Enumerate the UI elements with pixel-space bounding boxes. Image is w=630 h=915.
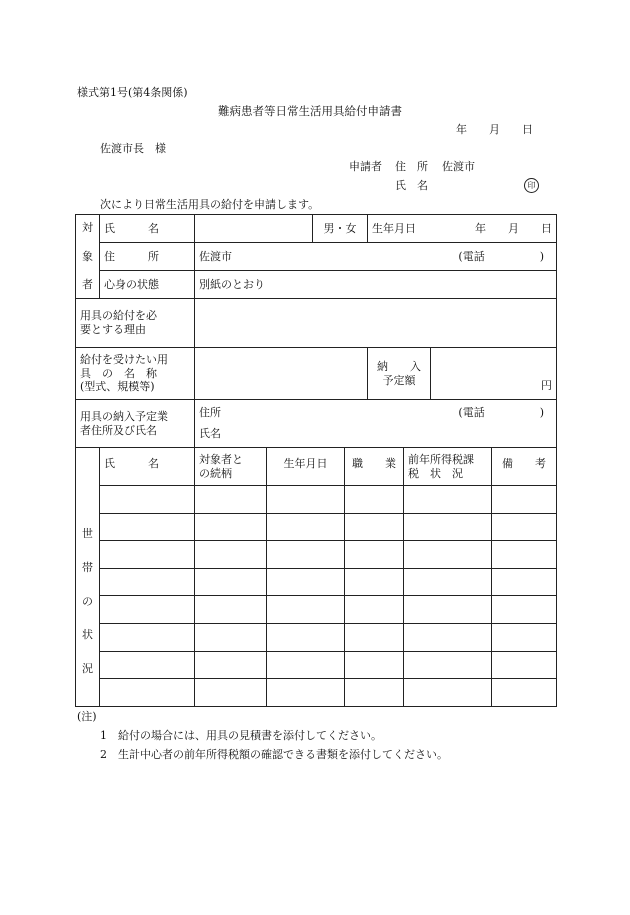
household-cell[interactable] bbox=[345, 623, 404, 651]
household-cell[interactable] bbox=[267, 596, 345, 624]
household-cell[interactable] bbox=[267, 541, 345, 569]
household-row bbox=[76, 679, 557, 707]
note-item-1: 1 給付の場合には、用具の見積書を添付してください。 bbox=[100, 729, 382, 742]
subject-name-label: 氏 名 bbox=[100, 215, 195, 243]
item-name-field[interactable] bbox=[195, 348, 368, 400]
reason-label: 用具の給付を必 要とする理由 bbox=[76, 299, 195, 348]
household-cell[interactable] bbox=[492, 568, 557, 596]
notes-heading: (注) bbox=[77, 710, 97, 723]
household-row bbox=[76, 568, 557, 596]
household-cell[interactable] bbox=[100, 541, 195, 569]
household-cell[interactable] bbox=[404, 651, 492, 679]
household-cell[interactable] bbox=[404, 541, 492, 569]
household-side-label: 世 帯 の 状 況 bbox=[76, 448, 100, 707]
household-relation-header: 対象者と の続柄 bbox=[195, 448, 267, 486]
household-row bbox=[76, 623, 557, 651]
household-birth-header: 生年月日 bbox=[267, 448, 345, 486]
household-cell[interactable] bbox=[492, 679, 557, 707]
household-cell[interactable] bbox=[404, 486, 492, 514]
household-cell[interactable] bbox=[195, 679, 267, 707]
note-item-2: 2 生計中心者の前年所得税額の確認できる書類を添付してください。 bbox=[100, 748, 448, 761]
household-cell[interactable] bbox=[195, 486, 267, 514]
seal-mark: 印 bbox=[524, 178, 539, 193]
household-cell[interactable] bbox=[492, 623, 557, 651]
household-cell[interactable] bbox=[267, 651, 345, 679]
date-line: 年 月 日 bbox=[456, 123, 533, 136]
household-cell[interactable] bbox=[345, 541, 404, 569]
household-cell[interactable] bbox=[404, 596, 492, 624]
household-cell[interactable] bbox=[492, 541, 557, 569]
reason-field[interactable] bbox=[195, 299, 557, 348]
household-cell[interactable] bbox=[404, 679, 492, 707]
item-name-label: 給付を受けたい用 具 の 名 称 (型式、規模等) bbox=[76, 348, 195, 400]
household-row bbox=[76, 541, 557, 569]
household-row bbox=[76, 651, 557, 679]
household-remarks-header: 備 考 bbox=[492, 448, 557, 486]
household-cell[interactable] bbox=[492, 486, 557, 514]
household-cell[interactable] bbox=[492, 513, 557, 541]
household-row bbox=[76, 513, 557, 541]
vendor-field[interactable]: 住所 (電話 ) 氏名 bbox=[195, 400, 557, 448]
household-name-header: 氏 名 bbox=[100, 448, 195, 486]
household-cell[interactable] bbox=[195, 568, 267, 596]
intro-text: 次により日常生活用具の給付を申請します。 bbox=[100, 198, 320, 211]
household-cell[interactable] bbox=[492, 596, 557, 624]
household-row bbox=[76, 596, 557, 624]
household-cell[interactable] bbox=[345, 596, 404, 624]
applicant-name-label: 氏 名 bbox=[395, 179, 428, 192]
household-cell[interactable] bbox=[195, 541, 267, 569]
household-cell[interactable] bbox=[195, 623, 267, 651]
household-occupation-header: 職 業 bbox=[345, 448, 404, 486]
household-cell[interactable] bbox=[267, 513, 345, 541]
household-cell[interactable] bbox=[404, 623, 492, 651]
household-cell[interactable] bbox=[345, 679, 404, 707]
delivery-amount-field[interactable]: 円 bbox=[431, 348, 557, 400]
subject-address-field[interactable]: 佐渡市 (電話 ) bbox=[195, 243, 557, 271]
household-cell[interactable] bbox=[404, 513, 492, 541]
condition-field[interactable]: 別紙のとおり bbox=[195, 271, 557, 299]
addressee: 佐渡市長 様 bbox=[100, 142, 166, 155]
household-cell[interactable] bbox=[100, 651, 195, 679]
application-table bbox=[75, 214, 557, 448]
household-cell[interactable] bbox=[345, 513, 404, 541]
applicant-address-label: 住 所 bbox=[395, 160, 428, 173]
household-row bbox=[76, 486, 557, 514]
household-cell[interactable] bbox=[345, 486, 404, 514]
household-cell[interactable] bbox=[195, 513, 267, 541]
gender-select[interactable]: 男・女 bbox=[313, 215, 368, 243]
applicant-address-value: 佐渡市 bbox=[442, 160, 475, 173]
applicant-label: 申請者 bbox=[349, 160, 382, 173]
household-cell[interactable] bbox=[100, 596, 195, 624]
household-cell[interactable] bbox=[345, 651, 404, 679]
subject-address-label: 住 所 bbox=[100, 243, 195, 271]
form-title: 難病患者等日常生活用具給付申請書 bbox=[218, 104, 402, 118]
household-cell[interactable] bbox=[345, 568, 404, 596]
household-cell[interactable] bbox=[404, 568, 492, 596]
household-cell[interactable] bbox=[100, 623, 195, 651]
subject-side-label: 対 象 者 bbox=[76, 215, 100, 299]
household-cell[interactable] bbox=[100, 679, 195, 707]
household-table bbox=[75, 447, 557, 707]
household-cell[interactable] bbox=[267, 679, 345, 707]
household-tax-header: 前年所得税課 税 状 況 bbox=[404, 448, 492, 486]
household-cell[interactable] bbox=[195, 596, 267, 624]
household-cell[interactable] bbox=[100, 513, 195, 541]
household-cell[interactable] bbox=[267, 623, 345, 651]
form-number: 様式第1号(第4条関係) bbox=[77, 86, 188, 99]
household-cell[interactable] bbox=[267, 568, 345, 596]
delivery-amount-label: 納 入 予定額 bbox=[368, 348, 431, 400]
birthdate-field[interactable]: 生年月日 年 月 日 bbox=[368, 215, 557, 243]
subject-name-field[interactable] bbox=[195, 215, 313, 243]
vendor-label: 用具の納入予定業 者住所及び氏名 bbox=[76, 400, 195, 448]
household-cell[interactable] bbox=[267, 486, 345, 514]
household-cell[interactable] bbox=[100, 568, 195, 596]
household-cell[interactable] bbox=[195, 651, 267, 679]
household-cell[interactable] bbox=[492, 651, 557, 679]
household-cell[interactable] bbox=[100, 486, 195, 514]
condition-label: 心身の状態 bbox=[100, 271, 195, 299]
